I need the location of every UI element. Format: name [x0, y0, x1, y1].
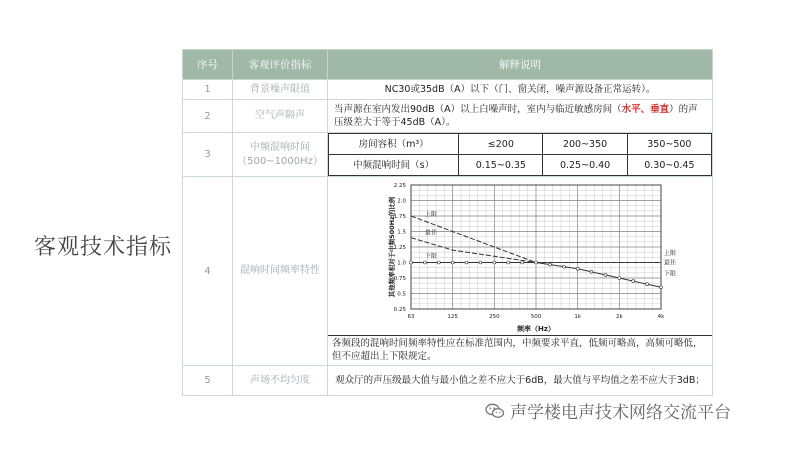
row-num: 4	[183, 177, 233, 366]
row-description: 观众厅的声压级最大值与最小值之差不应大于6dB，最大值与平均值之差不应大于3dB；	[328, 366, 713, 396]
y-tick-label: 1.75	[393, 214, 406, 220]
series-point	[410, 261, 413, 264]
y-tick-label: 0.5	[397, 291, 406, 298]
y-tick-label: 2.0	[397, 198, 406, 205]
header-indicator: 客观评价指标	[233, 50, 328, 80]
x-tick-label: 250	[489, 314, 500, 320]
x-tick-label: 125	[447, 314, 458, 320]
header-description: 解释说明	[328, 50, 713, 80]
series-point	[437, 261, 440, 264]
series-point	[618, 277, 621, 280]
series-point	[632, 280, 635, 283]
header-num: 序号	[183, 50, 233, 80]
series-point	[479, 261, 482, 264]
x-axis-label: 频率（Hz）	[517, 325, 555, 333]
y-tick-label: 1.5	[397, 229, 406, 236]
table-row	[183, 177, 713, 366]
reverb-time-table	[328, 133, 712, 176]
inner-cell: 0.25~0.40	[543, 155, 627, 176]
inner-cell: ≤200	[459, 134, 543, 155]
row-num: 5	[183, 366, 233, 396]
y-tick-label: 0.25	[393, 307, 406, 313]
y-tick-label: 1.0	[397, 260, 406, 267]
series-point	[423, 261, 426, 264]
table-row	[183, 133, 713, 177]
x-tick-label: 1k	[574, 314, 582, 320]
y-tick-label: 1.25	[393, 245, 406, 251]
series-point	[507, 261, 510, 264]
desc-part-b: ）的声压级差大于等于45dB（A）。	[334, 104, 698, 128]
series-label-left: 上限	[425, 211, 438, 218]
watermark-text: 声学楼电声技术网络交流平台	[510, 403, 731, 423]
watermark	[485, 398, 731, 423]
inner-cell: 房间容积（m³）	[329, 134, 459, 155]
desc-part-a: 当声源在室内发出90dB（A）以上白噪声时，室内与临近敏感房间（	[334, 104, 622, 115]
inner-cell: 0.15~0.35	[459, 155, 543, 176]
series-point	[535, 261, 538, 264]
row-num: 2	[183, 100, 233, 133]
x-tick-label: 63	[407, 314, 415, 320]
series-point	[465, 261, 468, 264]
inner-cell: 200~350	[543, 134, 627, 155]
row-description	[328, 100, 713, 133]
series-label-right: 最佳	[664, 259, 677, 267]
inner-cell: 0.30~0.45	[627, 155, 711, 176]
y-tick-label: 2.25	[393, 183, 406, 189]
table-row	[183, 100, 713, 133]
row-indicator: 空气声隔声	[233, 100, 328, 133]
table-row	[183, 366, 713, 396]
series-point	[521, 261, 524, 264]
header-row	[183, 50, 713, 80]
row-indicator: 混响时间频率特性	[233, 177, 328, 366]
row-indicator	[233, 133, 328, 177]
series-label-right: 上限	[664, 250, 677, 258]
row-num: 1	[183, 80, 233, 100]
indicator-line-1: 中频混响时间	[250, 141, 310, 153]
series-point	[576, 267, 579, 270]
series-point	[562, 265, 565, 268]
x-tick-label: 2k	[615, 314, 623, 320]
x-tick-label: 4k	[657, 314, 665, 320]
series-point	[646, 283, 649, 286]
series-point	[604, 273, 607, 276]
y-tick-label: 0.75	[393, 276, 406, 282]
table-row	[183, 80, 713, 100]
row-description: NC30或35dB（A）以下（门、窗关闭，噪声源设备正常运转）。	[328, 80, 713, 100]
row-indicator: 声场不均匀度	[233, 366, 328, 396]
chart-svg	[328, 177, 711, 335]
row-num: 3	[183, 133, 233, 177]
wechat-icon	[485, 403, 505, 419]
desc-highlight: 水平、垂直	[621, 104, 670, 115]
series-point	[660, 286, 663, 289]
y-axis-label: 其他频率相对于中频500Hz的比例	[388, 196, 396, 298]
row-description	[328, 177, 713, 366]
chart-note: 各频段的混响时间频率特性应在标准范围内，中频要求平直，低频可略高，高频可略低，但不应超出上下限规定。	[332, 338, 703, 362]
series-point	[590, 270, 593, 273]
series-label-left: 最佳	[425, 229, 438, 237]
x-tick-label: 500	[530, 314, 542, 320]
inner-cell: 中频混响时间（s）	[329, 155, 459, 176]
series-point	[493, 261, 496, 264]
inner-cell: 350~500	[627, 134, 711, 155]
indicator-line-2: （500~1000Hz）	[237, 155, 323, 167]
series-point	[548, 263, 551, 266]
row-indicator: 背景噪声限值	[233, 80, 328, 100]
series-label-left: 下限	[425, 253, 438, 261]
series-point	[451, 261, 454, 264]
row-description	[328, 133, 713, 177]
page-side-title: 客观技术指标	[34, 235, 173, 260]
spec-table	[182, 49, 713, 396]
reverb-frequency-chart	[328, 177, 712, 336]
series-label-right: 下限	[664, 270, 677, 278]
